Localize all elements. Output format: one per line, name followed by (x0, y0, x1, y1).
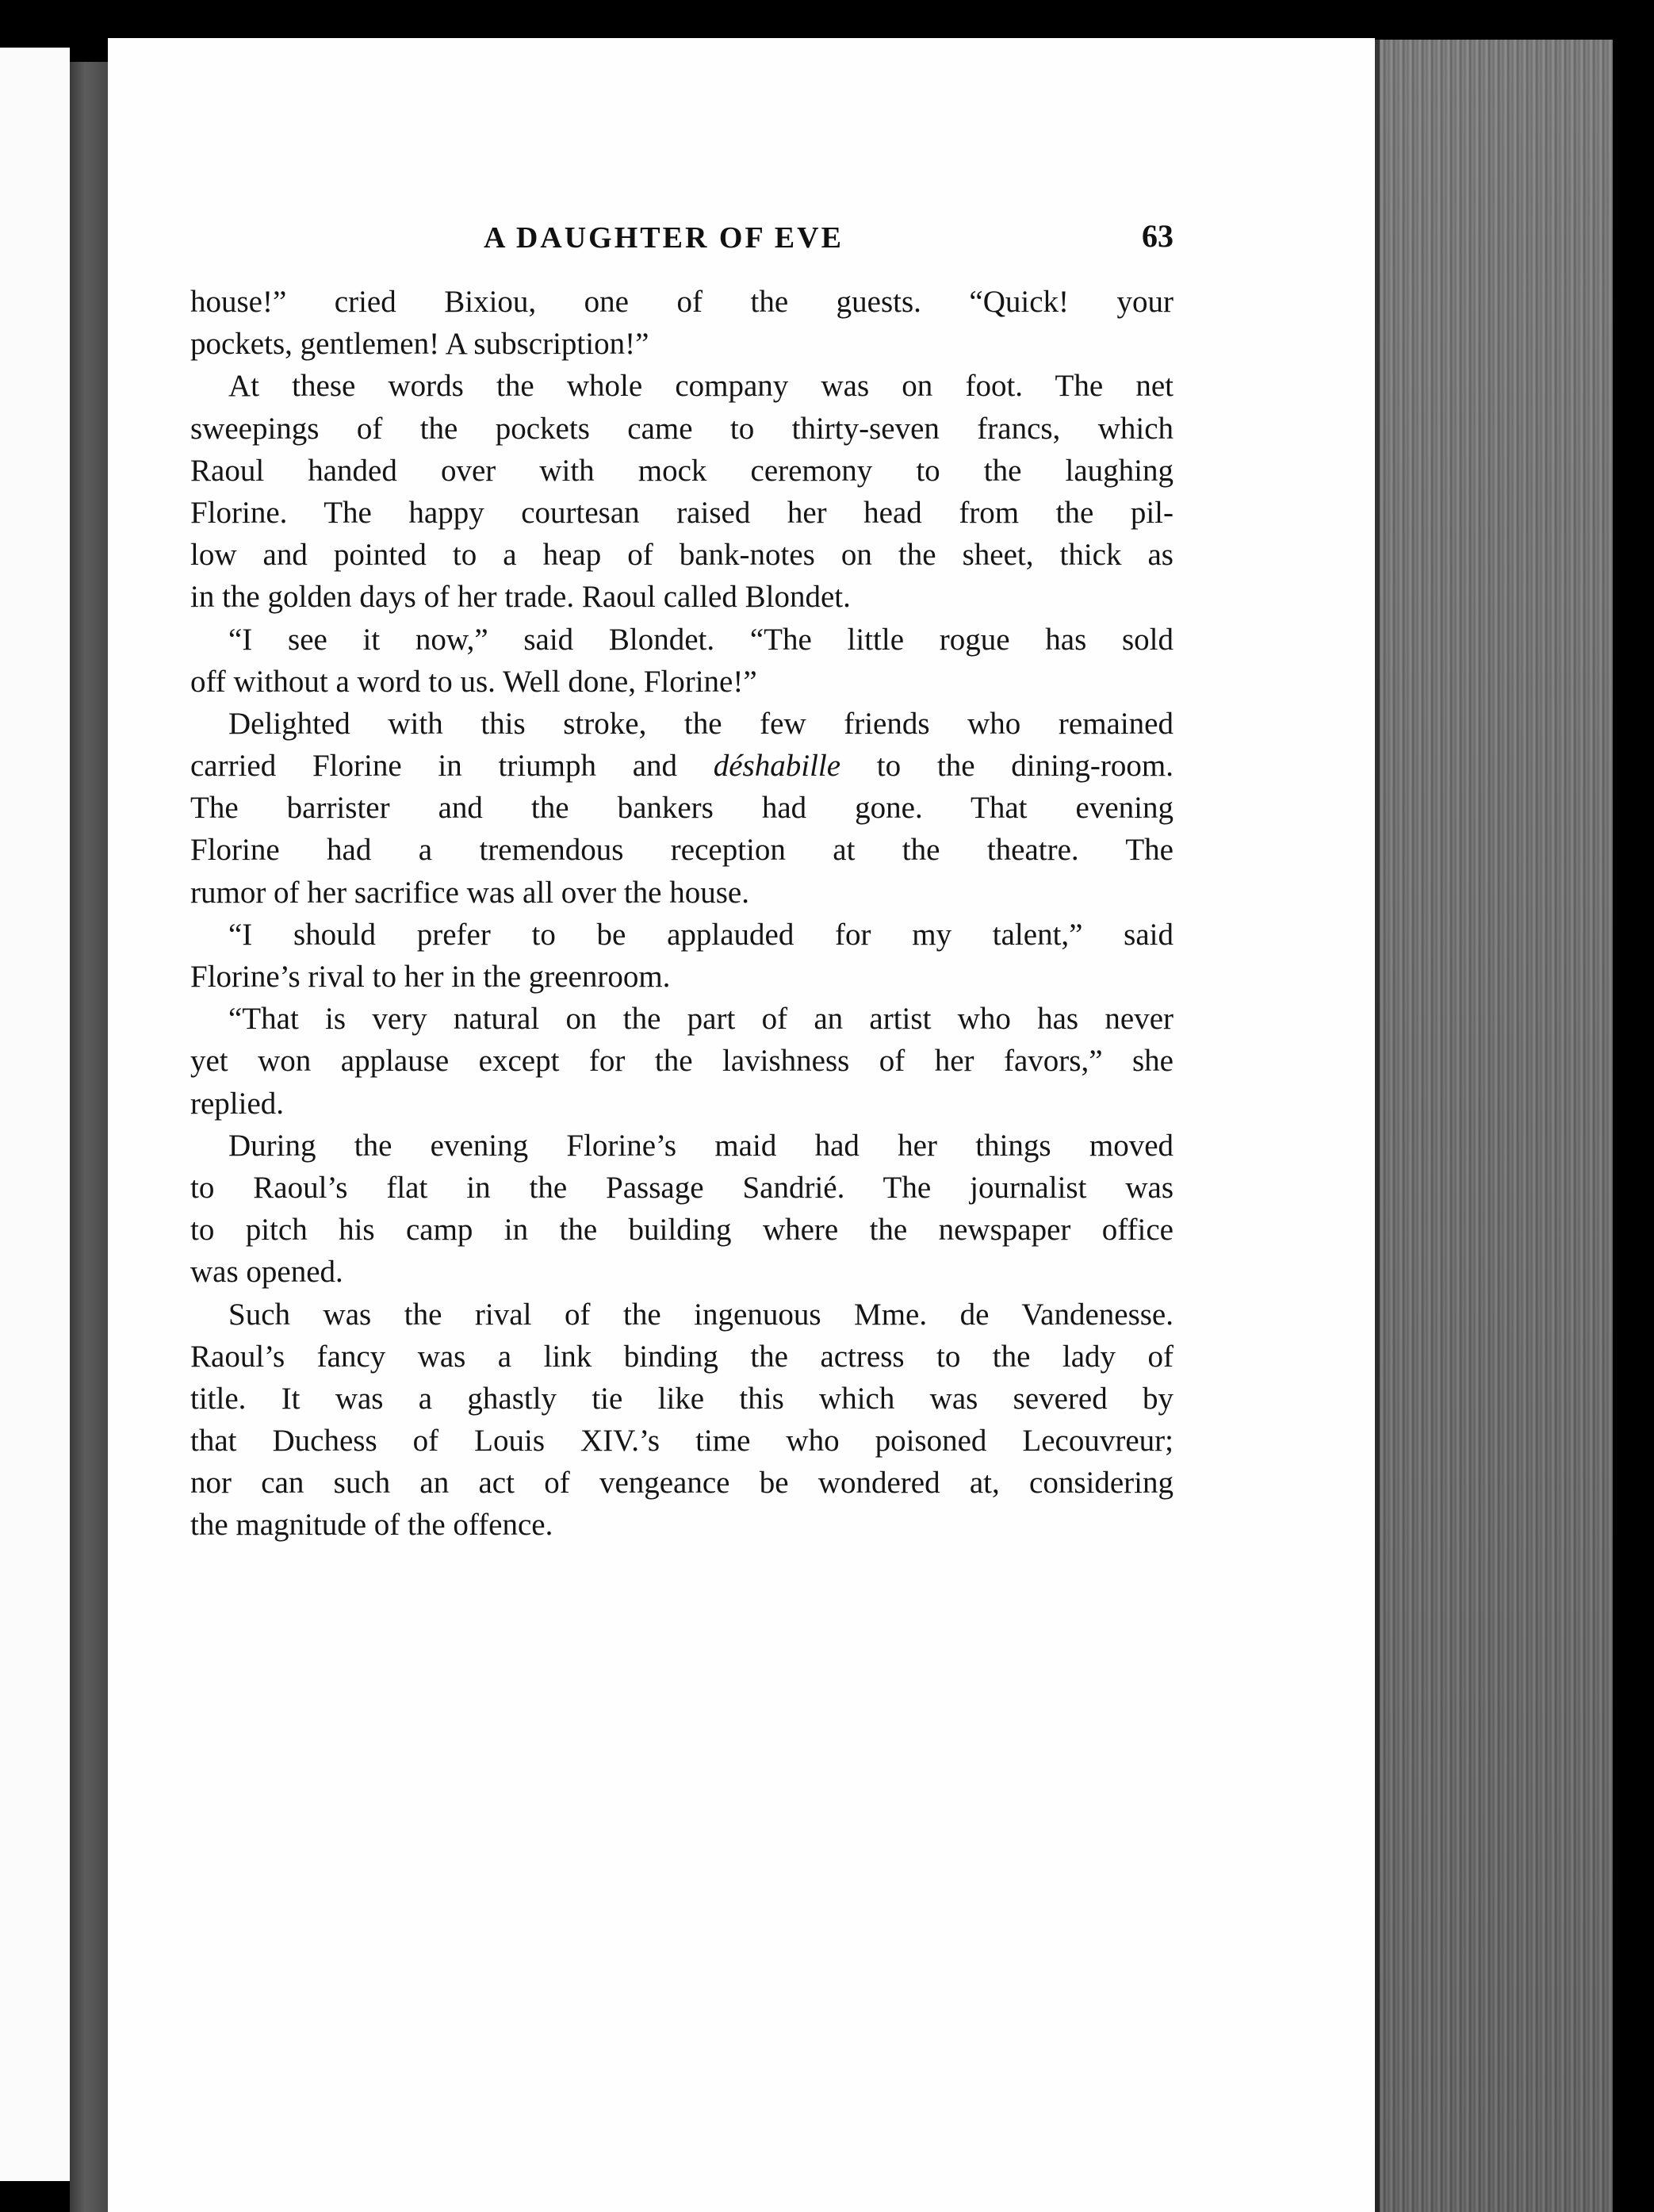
text-line: to Raoul’s flat in the Passage Sandrié. The journalist was (190, 1170, 1173, 1205)
text-line: “I should prefer to be applauded for my talent,” said (228, 917, 1173, 952)
text-line: house!” cried Bixiou, one of the guests. “Quick! your (190, 285, 1173, 319)
running-head: A DAUGHTER OF EVE (484, 221, 844, 255)
italic-word: déshabille (713, 749, 841, 784)
page-header (190, 214, 1173, 270)
scan-border (1613, 0, 1654, 2212)
text-line (190, 745, 1173, 787)
text-line: Delighted with this stroke, the few friends who remained (228, 706, 1173, 741)
text-line: “That is very natural on the part of an artist who has never (228, 1002, 1173, 1037)
text-line: Raoul handed over with mock ceremony to the laughing (190, 453, 1173, 488)
text-line: to pitch his camp in the building where the newspaper office (190, 1213, 1173, 1248)
text-line: that Duchess of Louis XIV.’s time who poisoned Lecouvreur; (190, 1424, 1173, 1459)
text-line: yet won applause except for the lavishness of her favors,” she (190, 1044, 1173, 1079)
text-line: Raoul’s fancy was a link binding the actress to the lady of (190, 1339, 1173, 1374)
body-text (190, 281, 1173, 1547)
text-line: title. It was a ghastly tie like this which was severed by (190, 1381, 1173, 1416)
text-line: Such was the rival of the ingenuous Mme. de Vandenesse. (228, 1297, 1173, 1332)
page-number: 63 (1142, 218, 1173, 254)
text-line: low and pointed to a heap of bank-notes on the sheet, thick as (190, 538, 1173, 573)
text-line: sweepings of the pockets came to thirty-seven francs, which (190, 411, 1173, 446)
text-line: in the golden days of her trade. Raoul called Blondet. (190, 580, 851, 615)
text-line: During the evening Florine’s maid had her things moved (228, 1128, 1173, 1163)
page-block-shadow (1375, 40, 1613, 2212)
text-segment: carried Florine in triumph and (190, 749, 714, 784)
text-line: “I see it now,” said Blondet. “The little rogue has sold (228, 622, 1173, 657)
text-line: Florine. The happy courtesan raised her head from the pil- (190, 495, 1173, 530)
text-line: Florine’s rival to her in the greenroom. (190, 960, 671, 994)
book-binding-left (70, 62, 108, 2212)
text-line: At these words the whole company was on foot. The net (228, 369, 1173, 404)
text-line: nor can such an act of vengeance be wondered at, considering (190, 1466, 1173, 1501)
text-line: The barrister and the bankers had gone. That evening (190, 791, 1173, 826)
text-segment: to the dining-room. (840, 749, 1173, 784)
text-line: the magnitude of the offence. (190, 1508, 553, 1543)
facing-page-edge (0, 48, 70, 2181)
text-line: rumor of her sacrifice was all over the house. (190, 875, 749, 910)
text-line: pockets, gentlemen! A subscription!” (190, 327, 649, 362)
text-line: was opened. (190, 1255, 343, 1290)
text-line: off without a word to us. Well done, Florine!” (190, 664, 757, 699)
text-line: replied. (190, 1086, 285, 1121)
text-line: Florine had a tremendous reception at the theatre. The (190, 833, 1173, 868)
